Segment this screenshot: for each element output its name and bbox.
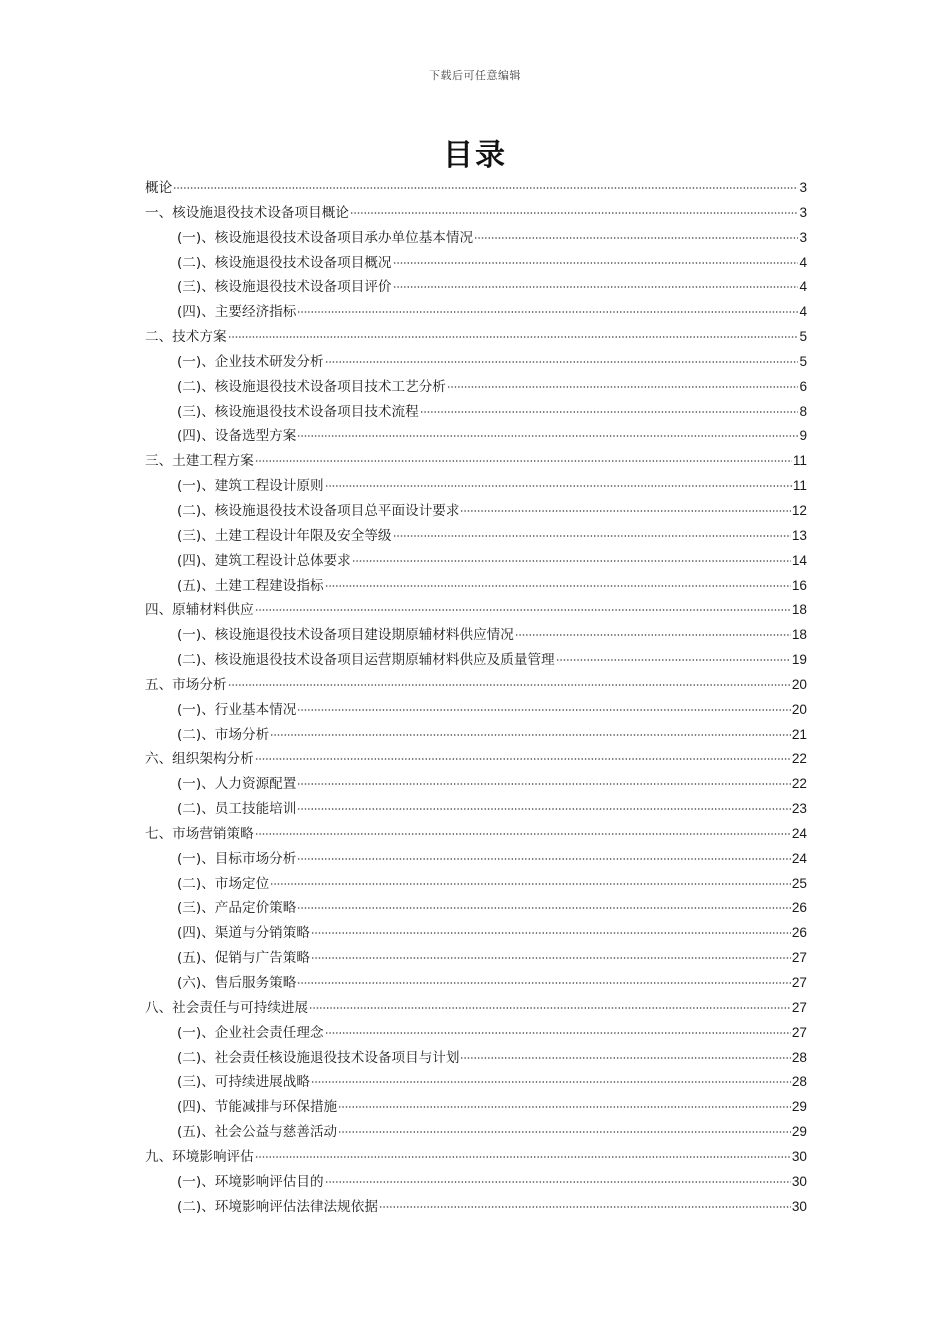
toc-dot-leader	[420, 411, 799, 413]
toc-entry-label: (一)、目标市场分析	[177, 850, 297, 867]
toc-dot-leader	[447, 386, 799, 388]
toc-entry-label: 八、社会责任与可持续进展	[145, 999, 309, 1016]
toc-entry-page-number: 3	[799, 180, 807, 195]
toc-entry-label: (二)、市场定位	[177, 875, 270, 892]
toc-entry-label: (二)、员工技能培训	[177, 801, 297, 818]
toc-entry-page-number: 27	[791, 999, 807, 1015]
toc-entry-page-number: 22	[791, 776, 807, 792]
toc-entry-label: (三)、可持续进展战略	[177, 1074, 310, 1091]
toc-section-entry[interactable]	[145, 946, 807, 971]
toc-entry-page-number: 27	[791, 1024, 807, 1040]
toc-section-entry[interactable]	[145, 896, 807, 921]
toc-dot-leader	[393, 286, 799, 288]
toc-dot-leader	[311, 932, 791, 934]
toc-entry-label: (六)、售后服务策略	[177, 975, 297, 991]
toc-entry-label: 三、土建工程方案	[145, 453, 254, 470]
toc-entry-label: (二)、市场分析	[177, 726, 270, 743]
toc-dot-leader	[255, 1156, 791, 1158]
toc-entry-page-number: 23	[791, 801, 807, 817]
toc-section-entry[interactable]	[145, 474, 807, 499]
toc-dot-leader	[297, 907, 791, 909]
toc-dot-leader	[474, 237, 798, 239]
toc-section-entry[interactable]	[145, 1195, 807, 1220]
toc-entry-label: (四)、节能减排与环保措施	[177, 1099, 338, 1116]
toc-entry-label: 五、市场分析	[145, 676, 227, 693]
toc-chapter-entry[interactable]	[145, 673, 807, 698]
toc-dot-leader	[297, 982, 791, 984]
toc-section-entry[interactable]	[145, 772, 807, 797]
toc-entry-label: (四)、设备选型方案	[177, 428, 297, 445]
toc-entry-label: 一、核设施退役技术设备项目概论	[145, 204, 349, 221]
toc-chapter-entry[interactable]	[145, 201, 807, 226]
toc-section-entry[interactable]	[145, 424, 807, 449]
toc-title: 目录	[443, 138, 507, 173]
toc-entry-page-number: 18	[791, 627, 807, 643]
toc-dot-leader	[379, 1206, 791, 1208]
toc-entry-page-number: 4	[799, 254, 807, 270]
toc-dot-leader	[338, 1131, 791, 1133]
toc-entry-page-number: 12	[791, 502, 807, 518]
toc-entry-label: (三)、产品定价策略	[177, 900, 297, 917]
toc-dot-leader	[255, 833, 791, 835]
toc-dot-leader	[173, 187, 798, 189]
toc-chapter-entry[interactable]	[145, 449, 807, 474]
toc-entry-label: (二)、核设施退役技术设备项目概况	[177, 254, 392, 271]
toc-entry-label: 概论	[145, 180, 173, 196]
toc-entry-page-number: 30	[791, 1173, 807, 1189]
toc-section-entry[interactable]	[145, 499, 807, 524]
toc-entry-label: (二)、核设施退役技术设备项目运营期原辅材料供应及质量管理	[177, 652, 555, 669]
toc-dot-leader	[297, 709, 791, 711]
toc-entry-page-number: 3	[799, 229, 807, 245]
toc-entry-page-number: 4	[799, 304, 807, 320]
toc-section-entry[interactable]	[145, 1021, 807, 1046]
page-header-note: 下载后可任意编辑	[429, 69, 521, 82]
toc-entry-label: (二)、环境影响评估法律法规依据	[177, 1198, 378, 1215]
toc-entry-label: 六、组织架构分析	[145, 751, 254, 768]
toc-dot-leader	[255, 758, 791, 760]
toc-entry-page-number: 5	[799, 329, 807, 345]
toc-entry-page-number: 28	[791, 1049, 807, 1065]
toc-section-entry[interactable]	[145, 251, 807, 276]
toc-entry-label: (五)、土建工程建设指标	[177, 577, 324, 594]
toc-dot-leader	[325, 1032, 791, 1034]
toc-entry-label: (四)、建筑工程设计总体要求	[177, 552, 351, 569]
toc-entry-page-number: 26	[791, 925, 807, 941]
toc-chapter-entry[interactable]	[145, 598, 807, 623]
toc-entry-label: (四)、主要经济指标	[177, 304, 297, 321]
toc-section-entry[interactable]	[145, 1170, 807, 1195]
toc-section-entry[interactable]	[145, 1046, 807, 1071]
toc-chapter-entry[interactable]	[145, 822, 807, 847]
toc-dot-leader	[325, 485, 792, 487]
toc-dot-leader	[297, 435, 798, 437]
toc-dot-leader	[270, 734, 791, 736]
toc-entry-label: (三)、核设施退役技术设备项目评价	[177, 279, 392, 296]
toc-dot-leader	[556, 659, 791, 661]
toc-dot-leader	[325, 1181, 791, 1183]
toc-section-entry[interactable]	[145, 921, 807, 946]
toc-entry-page-number: 30	[791, 1198, 807, 1214]
toc-entry-label: (一)、人力资源配置	[177, 776, 297, 793]
toc-dot-leader	[228, 684, 791, 686]
toc-dot-leader	[338, 1106, 791, 1108]
toc-entry-label: (五)、促销与广告策略	[177, 950, 310, 967]
toc-chapter-entry[interactable]	[145, 325, 807, 350]
toc-dot-leader	[297, 858, 791, 860]
toc-dot-leader	[311, 1081, 791, 1083]
toc-section-entry[interactable]	[145, 1120, 807, 1145]
toc-entry-page-number: 30	[791, 1148, 807, 1164]
toc-entry-label: (四)、渠道与分销策略	[177, 925, 310, 942]
toc-entry-page-number: 5	[799, 353, 807, 369]
toc-entry-page-number: 27	[791, 950, 807, 966]
toc-entry-label: (三)、核设施退役技术设备项目技术流程	[177, 403, 419, 420]
toc-entry-page-number: 24	[791, 850, 807, 866]
toc-section-entry[interactable]	[145, 648, 807, 673]
toc-dot-leader	[325, 361, 799, 363]
toc-section-entry[interactable]	[145, 1070, 807, 1095]
toc-entry-label: (五)、社会公益与慈善活动	[177, 1124, 338, 1141]
toc-section-entry[interactable]	[145, 847, 807, 872]
toc-entry-page-number: 6	[799, 378, 807, 394]
toc-entry-label: 四、原辅材料供应	[145, 602, 254, 619]
toc-entry-page-number: 22	[791, 751, 807, 767]
toc-section-entry[interactable]	[145, 226, 807, 251]
toc-section-entry[interactable]	[145, 300, 807, 325]
toc-section-entry[interactable]	[145, 574, 807, 599]
toc-entry-page-number: 18	[791, 602, 807, 618]
toc-entry-label: (二)、社会责任核设施退役技术设备项目与计划	[177, 1049, 460, 1066]
toc-dot-leader	[270, 883, 791, 885]
toc-entry-page-number: 13	[791, 527, 807, 543]
toc-section-entry[interactable]	[145, 623, 807, 648]
toc-section-entry[interactable]	[145, 723, 807, 748]
toc-entry-page-number: 20	[791, 676, 807, 692]
toc-entry-label: (一)、企业技术研发分析	[177, 353, 324, 370]
toc-entry-page-number: 4	[799, 279, 807, 295]
toc-entry-page-number: 26	[791, 900, 807, 916]
toc-entry-page-number: 21	[791, 726, 807, 742]
toc-section-entry[interactable]	[145, 549, 807, 574]
toc-dot-leader	[297, 808, 791, 810]
toc-dot-leader	[297, 783, 791, 785]
toc-entry-page-number: 20	[791, 701, 807, 717]
toc-dot-leader	[255, 460, 792, 462]
toc-entry-label: 二、技术方案	[145, 329, 227, 346]
toc-entry-page-number: 25	[791, 875, 807, 891]
toc-dot-leader	[350, 212, 799, 214]
toc-entry-label: 九、环境影响评估	[145, 1148, 254, 1165]
toc-chapter-entry[interactable]	[145, 996, 807, 1021]
toc-chapter-entry[interactable]	[145, 1145, 807, 1170]
toc-entry-label: (二)、核设施退役技术设备项目技术工艺分析	[177, 378, 446, 395]
toc-entry-page-number: 28	[791, 1074, 807, 1090]
toc-section-entry[interactable]	[145, 872, 807, 897]
toc-entry-page-number: 3	[799, 204, 807, 220]
toc-section-entry[interactable]	[145, 797, 807, 822]
toc-entry-label: 七、市场营销策略	[145, 825, 254, 842]
table-of-contents	[145, 176, 807, 1219]
toc-dot-leader	[309, 1007, 791, 1009]
toc-dot-leader	[460, 510, 790, 512]
toc-entry-page-number: 14	[791, 552, 807, 568]
toc-dot-leader	[297, 311, 798, 313]
toc-dot-leader	[515, 634, 791, 636]
toc-entry-page-number: 29	[791, 1124, 807, 1140]
toc-chapter-entry[interactable]	[145, 176, 807, 201]
toc-entry-label: (一)、核设施退役技术设备项目建设期原辅材料供应情况	[177, 627, 514, 644]
toc-dot-leader	[352, 560, 791, 562]
toc-dot-leader	[460, 1057, 790, 1059]
toc-section-entry[interactable]	[145, 400, 807, 425]
toc-entry-label: (一)、环境影响评估目的	[177, 1173, 324, 1190]
toc-entry-label: (一)、企业社会责任理念	[177, 1024, 324, 1041]
toc-section-entry[interactable]	[145, 971, 807, 996]
toc-entry-label: (三)、土建工程设计年限及安全等级	[177, 527, 392, 544]
toc-entry-page-number: 27	[791, 975, 807, 990]
toc-dot-leader	[228, 336, 799, 338]
toc-section-entry[interactable]	[145, 524, 807, 549]
toc-entry-label: (一)、建筑工程设计原则	[177, 478, 324, 495]
toc-dot-leader	[325, 585, 791, 587]
toc-section-entry[interactable]	[145, 350, 807, 375]
toc-entry-page-number: 29	[791, 1099, 807, 1115]
toc-dot-leader	[393, 262, 799, 264]
toc-entry-page-number: 16	[791, 577, 807, 593]
toc-entry-page-number: 9	[799, 428, 807, 444]
toc-entry-page-number: 24	[791, 825, 807, 841]
toc-entry-label: (一)、行业基本情况	[177, 701, 297, 718]
toc-dot-leader	[311, 957, 791, 959]
toc-entry-page-number: 19	[791, 652, 807, 668]
toc-section-entry[interactable]	[145, 275, 807, 300]
toc-entry-page-number: 11	[792, 453, 807, 469]
toc-section-entry[interactable]	[145, 698, 807, 723]
toc-dot-leader	[393, 535, 791, 537]
toc-dot-leader	[255, 609, 791, 611]
toc-entry-page-number: 11	[792, 478, 807, 494]
toc-entry-label: (一)、核设施退役技术设备项目承办单位基本情况	[177, 229, 474, 246]
toc-entry-page-number: 8	[799, 403, 807, 419]
toc-chapter-entry[interactable]	[145, 747, 807, 772]
toc-section-entry[interactable]	[145, 375, 807, 400]
toc-entry-label: (二)、核设施退役技术设备项目总平面设计要求	[177, 502, 460, 519]
toc-section-entry[interactable]	[145, 1095, 807, 1120]
